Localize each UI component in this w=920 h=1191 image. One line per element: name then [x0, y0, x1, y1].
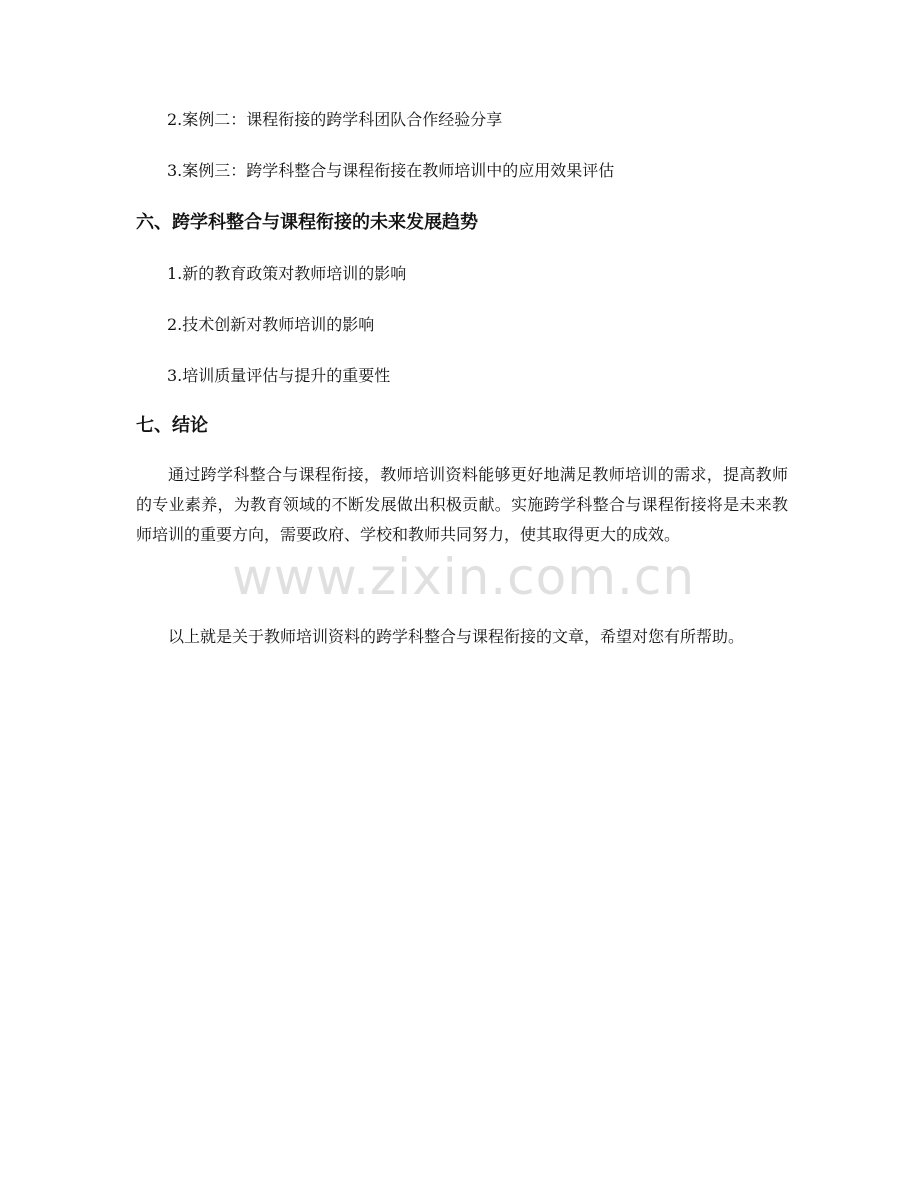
case-two-item: 2.案例二：课程衔接的跨学科团队合作经验分享	[167, 110, 503, 129]
trend-item-3: 3.培训质量评估与提升的重要性	[167, 366, 391, 385]
section-six-heading: 六、跨学科整合与课程衔接的未来发展趋势	[136, 212, 478, 233]
closing-paragraph: 以上就是关于教师培训资料的跨学科整合与课程衔接的文章，希望对您有所帮助。	[168, 627, 745, 646]
case-three-item: 3.案例三：跨学科整合与课程衔接在教师培训中的应用效果评估	[167, 161, 615, 180]
trend-item-1: 1.新的教育政策对教师培训的影响	[167, 264, 407, 283]
trend-item-2: 2.技术创新对教师培训的影响	[167, 315, 375, 334]
conclusion-paragraph: 通过跨学科整合与课程衔接，教师培训资料能够更好地满足教师培训的需求，提高教师的专业素养，为教育领域的不断发展做出积极贡献。实施跨学科整合与课程衔接将是未来教师培训的重要方向，需要政府、学校和教师共同努力，使其取得更大的成效。	[136, 465, 788, 544]
site-watermark: www.zixin.com.cn	[232, 548, 696, 606]
section-seven-heading: 七、结论	[136, 415, 208, 436]
